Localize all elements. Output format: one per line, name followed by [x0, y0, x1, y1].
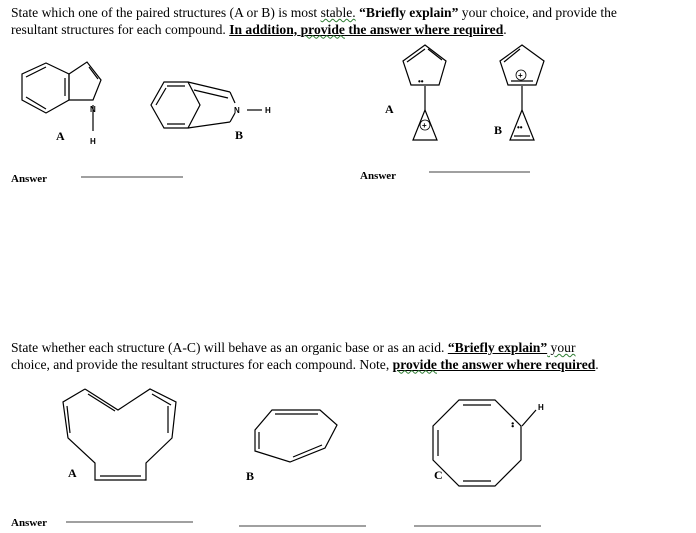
indole-nitrogen-label: N: [90, 105, 96, 114]
hydrogen-label-c: H: [538, 403, 544, 412]
label-b-isoindole: B: [235, 128, 244, 142]
lone-pair-c: ••: [508, 422, 517, 428]
cyclooctatetraenyl-structure-c: [433, 400, 536, 486]
answer-label-1: Answer: [11, 173, 48, 185]
isoindole-nitrogen-label: N: [234, 106, 240, 115]
answer-label-2: Answer: [360, 170, 397, 182]
answer-label-3: Answer: [11, 517, 48, 529]
label-a-pair-2: A: [385, 102, 394, 116]
label-a-q2: A: [68, 466, 77, 480]
macrocycle-structure-a: [63, 389, 176, 480]
lone-pair-a: ••: [418, 77, 424, 86]
question-1-line-2: resultant structures for each compound. In addition, provide the answer where required.: [11, 21, 507, 37]
plus-sign-a: +: [422, 121, 427, 130]
label-c-q2: C: [434, 468, 443, 482]
label-a-indole: A: [56, 129, 65, 143]
question-2-line-2: choice, and provide the resultant structures for each compound. Note, provide the answer where required.: [11, 356, 599, 372]
indole-structure-a: [22, 62, 101, 131]
lone-pair-b: ••: [517, 123, 523, 132]
indole-hydrogen-label: H: [90, 137, 96, 146]
isoindole-structure-b: [151, 82, 262, 128]
plus-sign-b: +: [518, 71, 523, 80]
label-b-pair-2: B: [494, 123, 503, 137]
isoindole-hydrogen-label: H: [265, 106, 271, 115]
label-b-q2: B: [246, 469, 255, 483]
question-2-line-1: State whether each structure (A-C) will behave as an organic base or as an acid. “Briefly explain” your: [11, 340, 576, 355]
question-1-line-1: State which one of the paired structures (A or B) is most stable. “Briefly explain” your choice, and provide the: [11, 5, 617, 20]
cyclooctatetraene-like-structure-b: [255, 410, 337, 462]
